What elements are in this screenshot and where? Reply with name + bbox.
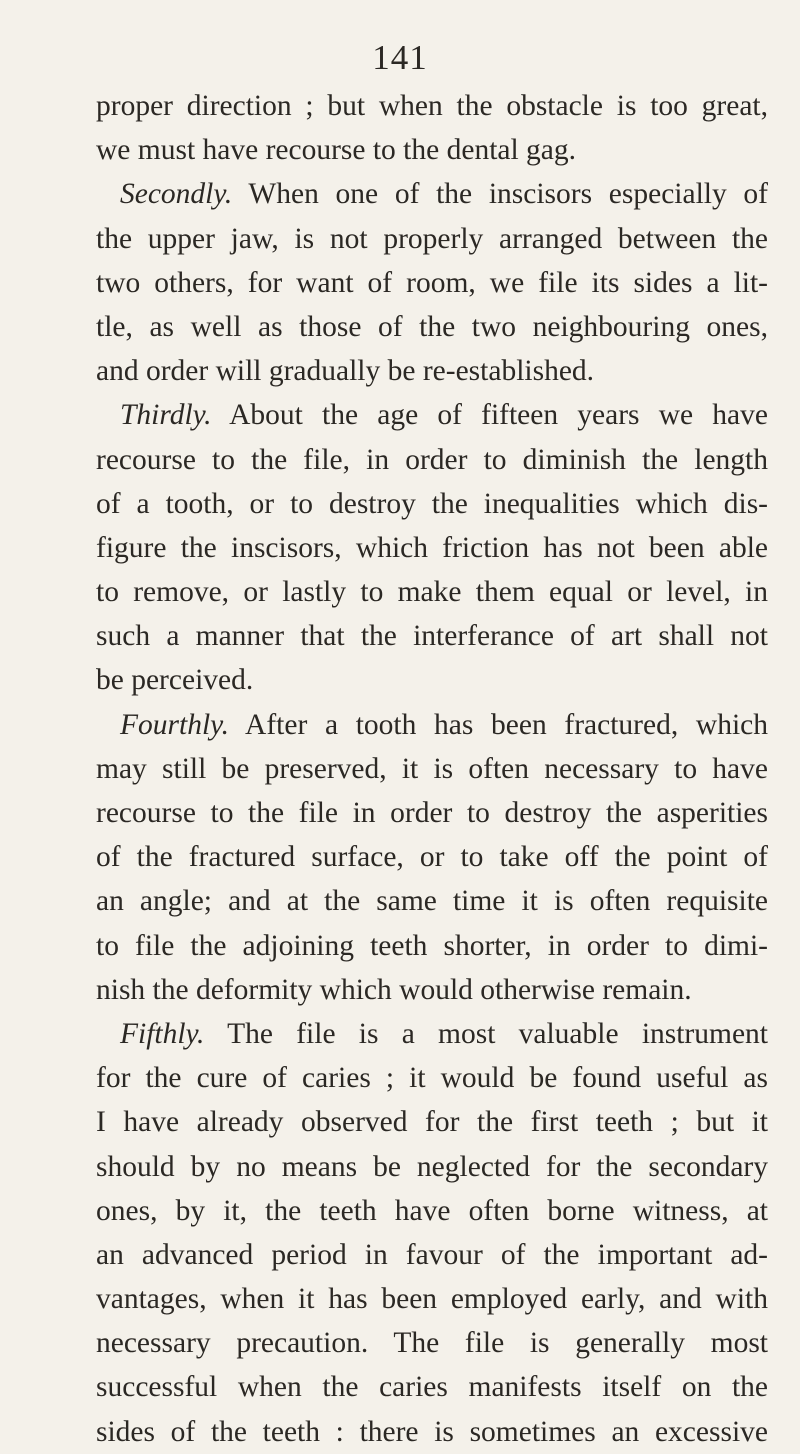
text-line: ones, by it, the teeth have often borne witness, at xyxy=(96,1194,768,1227)
text-line: tle, as well as those of the two neighbouring ones, xyxy=(96,310,768,343)
paragraph-lead: Fifthly. xyxy=(120,1017,205,1050)
text-line: nish the deformity which would otherwise remain. xyxy=(96,973,692,1006)
page-number: 141 xyxy=(372,38,428,77)
paragraph-lead: Thirdly. xyxy=(120,399,212,432)
line-text: About the age of fifteen years we have xyxy=(211,399,768,432)
paragraph-start-line xyxy=(96,172,768,216)
text-line: successful when the caries manifests itself on the xyxy=(96,1371,768,1404)
text-line: sides of the teeth : there is sometimes an excessive xyxy=(96,1415,768,1448)
text-line: recourse to the file, in order to diminish the length xyxy=(96,443,768,476)
paragraph-lead: Fourthly. xyxy=(120,708,229,741)
paragraph-start-line xyxy=(96,703,768,747)
text-line: recourse to the file in order to destroy the asperities xyxy=(96,797,768,829)
text-line: proper direction ; but when the obstacle is too great, xyxy=(96,90,768,122)
text-line: I have already observed for the first teeth ; but it xyxy=(96,1106,768,1139)
text-line: be perceived. xyxy=(96,664,254,697)
text-line: two others, for want of room, we file its sides a lit- xyxy=(96,266,768,299)
text-line: to remove, or lastly to make them equal or level, in xyxy=(96,576,768,609)
line-text: After a tooth has been fractured, which xyxy=(228,708,768,741)
paragraph-start-line xyxy=(96,393,768,437)
text-line: we must have recourse to the dental gag. xyxy=(96,134,577,167)
text-line: necessary precaution. The file is generally most xyxy=(96,1327,768,1360)
text-line: the upper jaw, is not properly arranged between the xyxy=(96,222,768,255)
text-line: of a tooth, or to destroy the inequalities which dis- xyxy=(96,487,768,520)
text-line: may still be preserved, it is often necessary to have xyxy=(96,752,768,785)
text-line: figure the inscisors, which friction has not been able xyxy=(96,531,768,564)
text-line: for the cure of caries ; it would be found useful as xyxy=(96,1062,768,1095)
text-line: to file the adjoining teeth shorter, in order to dimi- xyxy=(96,929,768,962)
paragraph-lead: Secondly. xyxy=(120,178,233,211)
text-line: an advanced period in favour of the important ad- xyxy=(96,1238,768,1271)
line-text: The file is a most valuable instrument xyxy=(204,1017,768,1050)
paragraph-start-line xyxy=(96,1012,768,1056)
text-line: vantages, when it has been employed early, and with xyxy=(96,1283,768,1316)
text-line: should by no means be neglected for the secondary xyxy=(96,1150,768,1183)
text-line: and order will gradually be re-established. xyxy=(96,355,595,388)
text-line: such a manner that the interferance of art shall not xyxy=(96,620,768,653)
line-text: When one of the inscisors especially of xyxy=(232,178,768,211)
text-line: of the fractured surface, or to take off the point of xyxy=(96,841,768,874)
text-line: an angle; and at the same time it is often requisite xyxy=(96,885,768,918)
body-text xyxy=(96,84,768,1454)
